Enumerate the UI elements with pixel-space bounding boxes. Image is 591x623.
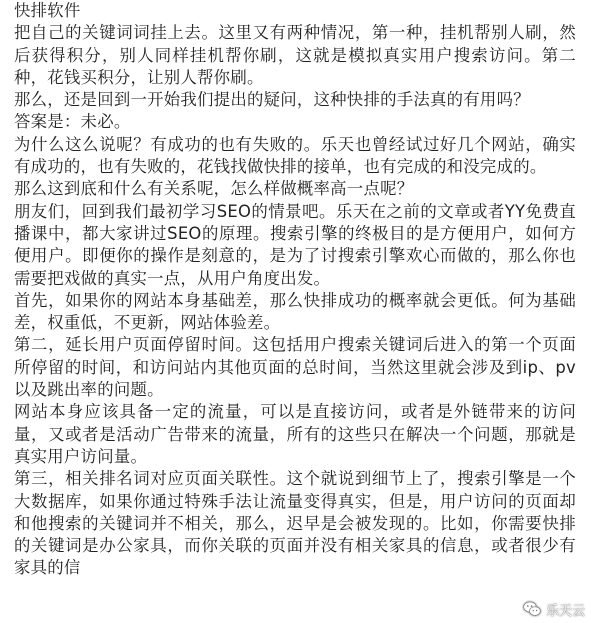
- paragraph: 那么这到底和什么有关系呢，怎么样做概率高一点呢？: [14, 179, 414, 199]
- watermark-text: 乐天云: [545, 603, 585, 619]
- paragraph: 把自己的关键词词挂上去。这里又有两种情况，第一种，挂机帮别人刷，然后获得积分，别人同样挂机帮你刷，这就是模拟真实用户搜索访问。第二种，花钱买积分，让别人帮你刷。: [14, 23, 576, 87]
- paragraph: 答案是：未必。: [14, 112, 131, 132]
- paragraph: 第二，延长用户页面停留时间。这包括用户搜索关键词后进入的第一个页面所停留的时间，和访问站内其他页面的总时间，当然这里就会涉及到ip、pv以及跳出率的问题。: [14, 335, 576, 400]
- paragraph: 朋友们，回到我们最初学习SEO的情景吧。乐天在之前的文章或者YY免费直播课中，都大家讲过SEO的原理。搜索引擎的终极目的是方便用户，如何方便用户。即便你的操作是刻意的，是为了讨搜索引擎欢心而做的，那么你也需要把戏做的真实一点，从用户角度出发。: [14, 201, 576, 288]
- paragraph: 第三，相关排名词对应页面关联性。这个就说到细节上了，搜索引擎是一个大数据库，如果你通过特殊手法让流量变得真实，但是，用户访问的页面却和他搜索的关键词并不相关，那么，迟早是会被发现的。比如，你需要快排的关键词是办公家具，而你关联的页面并没有相关家具的信息，或者很少有家具的信: [14, 469, 576, 578]
- paragraph: 首先，如果你的网站本身基础差，那么快排成功的概率就会更低。何为基础差，权重低，不更新，网站体验差。: [14, 290, 576, 333]
- article-body: [14, 0, 576, 580]
- section-heading: 快排软件: [14, 1, 81, 20]
- wechat-logo-icon: [522, 599, 542, 619]
- paragraph: 那么，还是回到一开始我们提出的疑问，这种快排的手法真的有用吗？: [14, 90, 530, 110]
- paragraph: 网站本身应该具备一定的流量，可以是直接访问，或者是外链带来的访问量，又或者是活动广告带来的流量，所有的这些只在解决一个问题，那就是真实用户访问量。: [14, 402, 576, 466]
- watermark: [522, 599, 585, 619]
- paragraph: 为什么这么说呢？有成功的也有失败的。乐天也曾经试过好几个网站，确实有成功的，也有失败的，花钱找做快排的接单，也有完成的和没完成的。: [14, 134, 576, 177]
